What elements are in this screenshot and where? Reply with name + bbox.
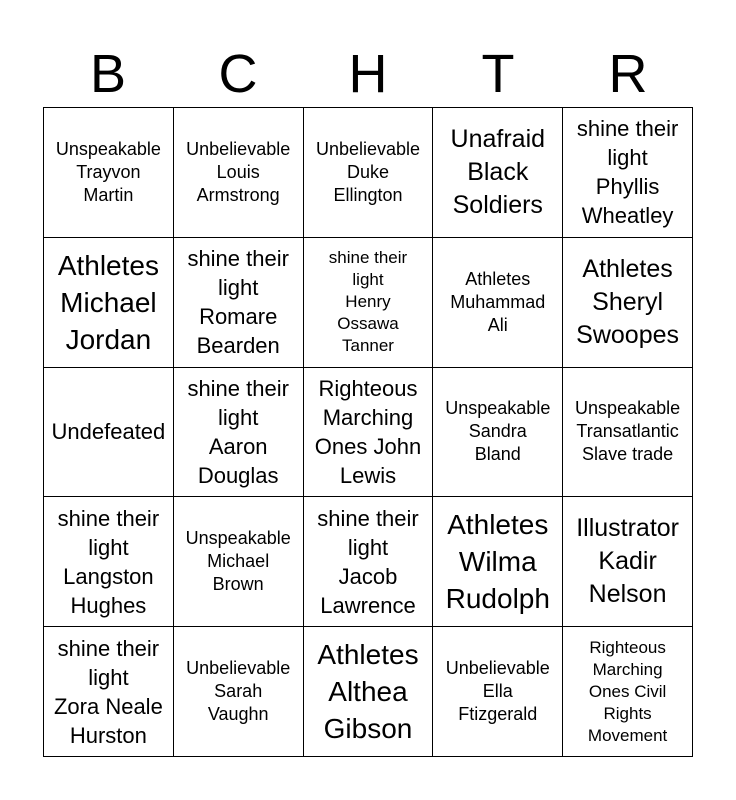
bingo-cell[interactable]: Righteous Marching Ones John Lewis — [304, 368, 434, 498]
bingo-cell[interactable]: shine their light Phyllis Wheatley — [563, 108, 693, 238]
bingo-cell[interactable]: shine their light Zora Neale Hurston — [44, 627, 174, 757]
bingo-cell[interactable]: shine their light Langston Hughes — [44, 497, 174, 627]
header-letter-h: H — [348, 44, 388, 104]
bingo-cell[interactable]: shine their light Romare Bearden — [174, 238, 304, 368]
bingo-cell[interactable]: Athletes Muhammad Ali — [433, 238, 563, 368]
bingo-cell[interactable]: Unspeakable Trayvon Martin — [44, 108, 174, 238]
bingo-grid — [43, 107, 693, 757]
bingo-cell[interactable]: Athletes Michael Jordan — [44, 238, 174, 368]
bingo-cell[interactable]: shine their light Jacob Lawrence — [304, 497, 434, 627]
bingo-cell[interactable]: Unbelievable Ella Ftizgerald — [433, 627, 563, 757]
bingo-cell[interactable]: Righteous Marching Ones Civil Rights Movement — [563, 627, 693, 757]
header-letter-c: C — [218, 44, 258, 104]
bingo-cell[interactable]: Athletes Sheryl Swoopes — [563, 238, 693, 368]
bingo-cell[interactable]: Unspeakable Michael Brown — [174, 497, 304, 627]
header-letter-t: T — [481, 44, 515, 104]
bingo-cell[interactable]: Unbelievable Sarah Vaughn — [174, 627, 304, 757]
bingo-cell[interactable]: Athletes Althea Gibson — [304, 627, 434, 757]
bingo-cell[interactable]: Unafraid Black Soldiers — [433, 108, 563, 238]
header-letter-r: R — [608, 44, 648, 104]
bingo-cell[interactable]: Unbelievable Louis Armstrong — [174, 108, 304, 238]
bingo-cell[interactable]: Unbelievable Duke Ellington — [304, 108, 434, 238]
bingo-cell[interactable]: shine their light Henry Ossawa Tanner — [304, 238, 434, 368]
bingo-cell[interactable]: Unspeakable Sandra Bland — [433, 368, 563, 498]
bingo-header — [43, 40, 693, 108]
bingo-cell[interactable]: shine their light Aaron Douglas — [174, 368, 304, 498]
bingo-cell[interactable]: Unspeakable Transatlantic Slave trade — [563, 368, 693, 498]
bingo-cell[interactable]: Illustrator Kadir Nelson — [563, 497, 693, 627]
header-letter-b: B — [89, 44, 127, 104]
bingo-cell[interactable]: Athletes Wilma Rudolph — [433, 497, 563, 627]
bingo-cell[interactable]: Undefeated — [44, 368, 174, 498]
